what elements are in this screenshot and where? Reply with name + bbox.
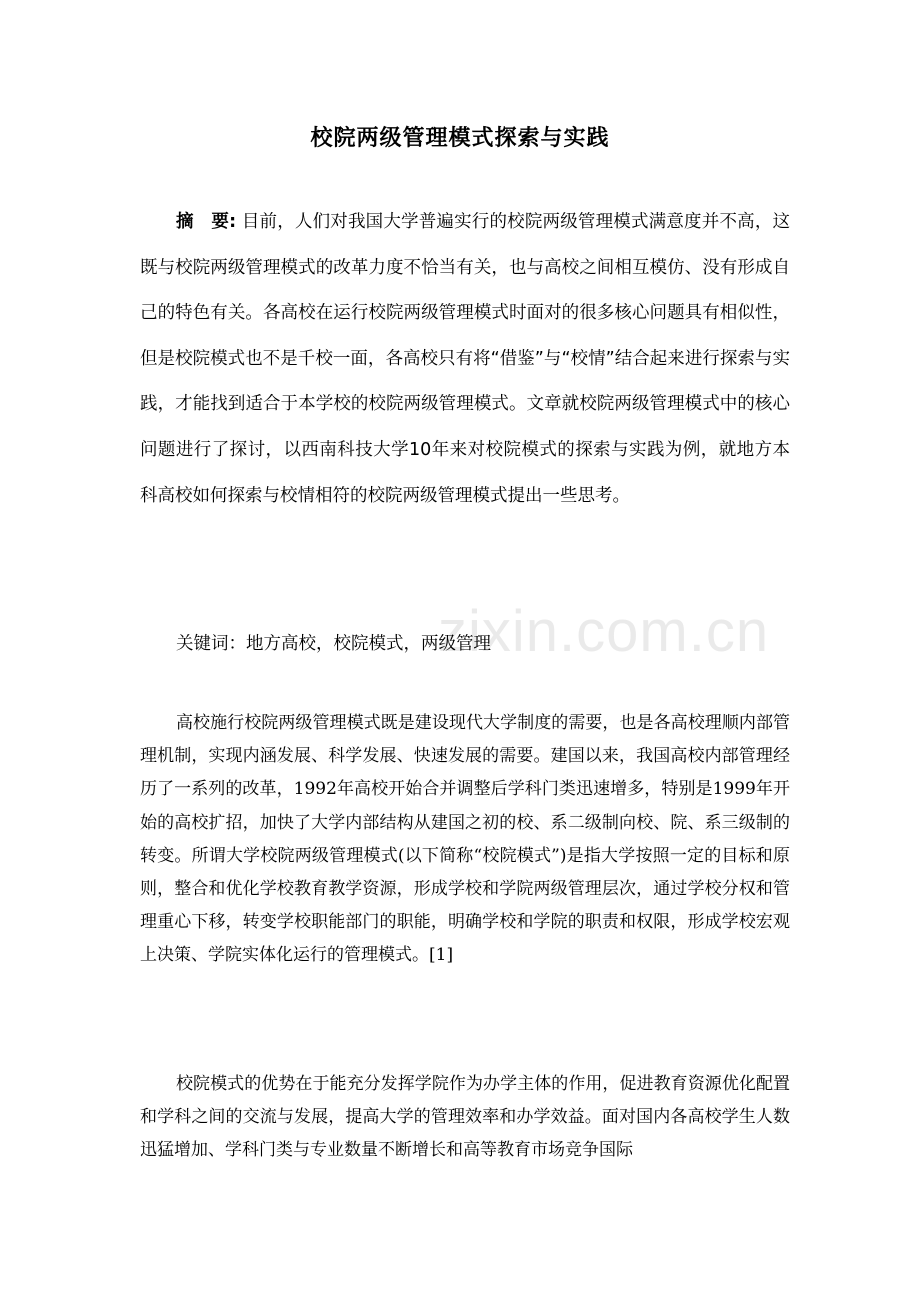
keywords xyxy=(176,624,796,664)
keywords-label: 关键词： xyxy=(176,634,246,654)
body-paragraph: 校院模式的优势在于能充分发挥学院作为办学主体的作用，促进教育资源优化配置和学科之间的交流与发展，提高大学的管理效率和办学效益。面对国内各高校学生人数迅猛增加、学科门类与专业数量不断增长和高等教育市场竞争国际 xyxy=(140,1074,790,1161)
document-title: 校院两级管理模式探索与实践 xyxy=(310,125,610,151)
abstract xyxy=(140,200,790,519)
body-paragraph: 高校施行校院两级管理模式既是建设现代大学制度的需要，也是各高校理顺内部管理机制，实现内涵发展、科学发展、快速发展的需要。建国以来，我国高校内部管理经历了一系列的改革，1992年高校开始合并调整后学科门类迅速增多，特别是1999年开始的高校扩招，加快了大学内部结构从建国之初的校、系二级制向校、院、系三级制的转变。所谓大学校院两级管理模式(以下简称“校院模式”)是指大学按照一定的目标和原则，整合和优化学校教育教学资源，形成学校和学院两级管理层次，通过学校分权和管理重心下移，转变学校职能部门的职能，明确学校和学院的职责和权限，形成学校宏观上决策、学院实体化运行的管理模式。[1] xyxy=(140,713,790,966)
abstract-text: 目前，人们对我国大学普遍实行的校院两级管理模式满意度并不高，这既与校院两级管理模式的改革力度不恰当有关，也与高校之间相互模仿、没有形成自己的特色有关。各高校在运行校院两级管理模式时面对的很多核心问题具有相似性，但是校院模式也不是千校一面，各高校只有将“借鉴”与“校情”结合起来进行探索与实践，才能找到适合于本学校的校院两级管理模式。文章就校院两级管理模式中的核心问题进行了探讨，以西南科技大学10年来对校院模式的探索与实践为例，就地方本科高校如何探索与校情相符的校院两级管理模式提出一些思考。 xyxy=(140,212,791,506)
abstract-label: 摘 要: xyxy=(176,212,237,232)
keywords-text: 地方高校，校院模式，两级管理 xyxy=(246,634,491,654)
watermark: zixin.com.cn xyxy=(438,599,770,664)
